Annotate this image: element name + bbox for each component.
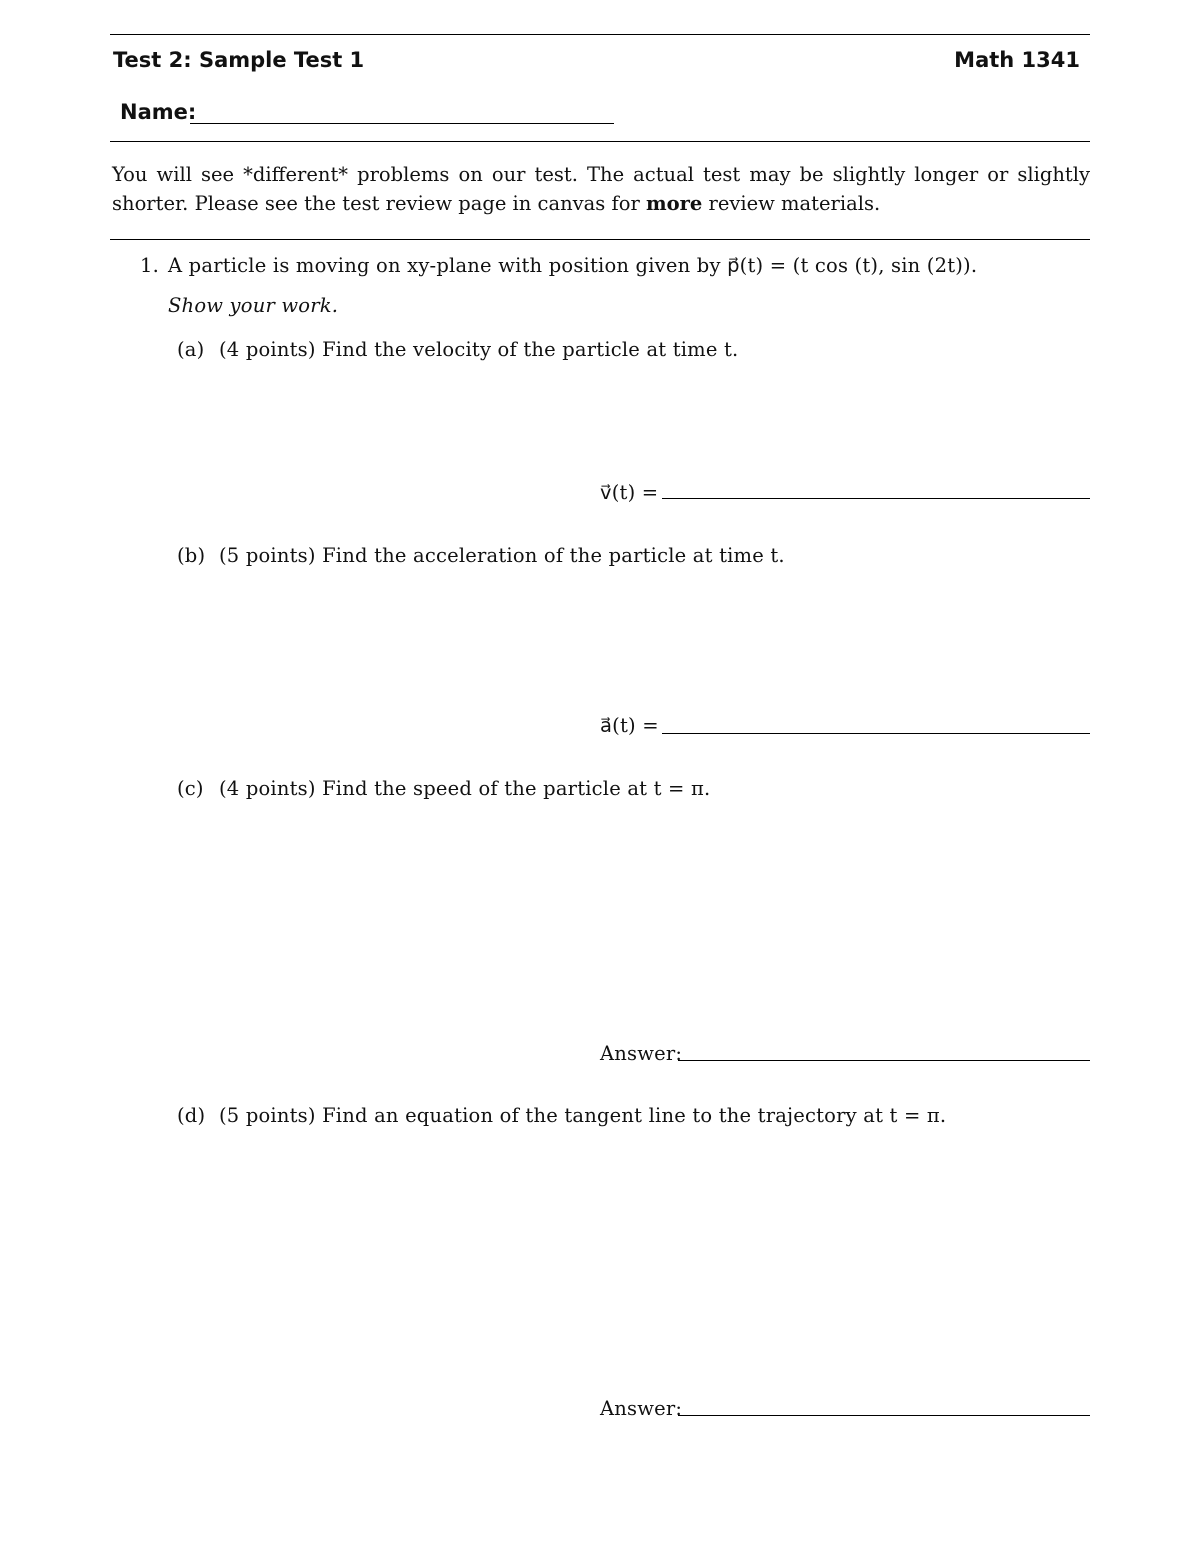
- part-b-answer-line[interactable]: [662, 733, 1090, 734]
- name-label: Name:: [120, 100, 197, 124]
- header-rule: [110, 141, 1090, 142]
- part-c-answer-line[interactable]: [678, 1060, 1090, 1061]
- part-a-answer-line[interactable]: [662, 498, 1090, 499]
- problem-statement: A particle is moving on xy-plane with position given by p⃗(t) = (t cos (t), sin (2t)).: [168, 254, 978, 277]
- part-c-text: (4 points) Find the speed of the particle at t = π.: [219, 777, 711, 800]
- part-b-answer-label: a⃗(t) =: [600, 714, 659, 737]
- intro-rule: [110, 239, 1090, 240]
- top-rule: [110, 34, 1090, 35]
- name-field-line[interactable]: [190, 123, 614, 124]
- part-a-label: (a): [177, 338, 205, 361]
- part-d-answer-label: Answer:: [600, 1397, 683, 1420]
- intro-bold-text: more: [645, 192, 703, 215]
- problem-number: 1.: [140, 254, 160, 277]
- part-c-answer-label: Answer:: [600, 1042, 683, 1065]
- part-b-text: (5 points) Find the acceleration of the particle at time t.: [219, 544, 785, 567]
- intro-paragraph: [112, 160, 1090, 218]
- intro-text-end: review materials.: [702, 192, 881, 215]
- intro-text: You will see *different* problems on our test. The actual test may be slightly longer or slightly shorter. Please see the test review page in canvas for: [112, 163, 1090, 215]
- part-d-answer-line[interactable]: [678, 1415, 1090, 1416]
- part-a-text: (4 points) Find the velocity of the particle at time t.: [219, 338, 739, 361]
- course-label: Math 1341: [954, 48, 1080, 72]
- part-b-label: (b): [177, 544, 206, 567]
- part-d-text: (5 points) Find an equation of the tangent line to the trajectory at t = π.: [219, 1104, 947, 1127]
- part-c-label: (c): [177, 777, 204, 800]
- part-a-answer-label: v⃗(t) =: [600, 481, 659, 504]
- problem-instruction: Show your work.: [168, 294, 339, 317]
- part-d-label: (d): [177, 1104, 206, 1127]
- test-title: Test 2: Sample Test 1: [113, 48, 365, 72]
